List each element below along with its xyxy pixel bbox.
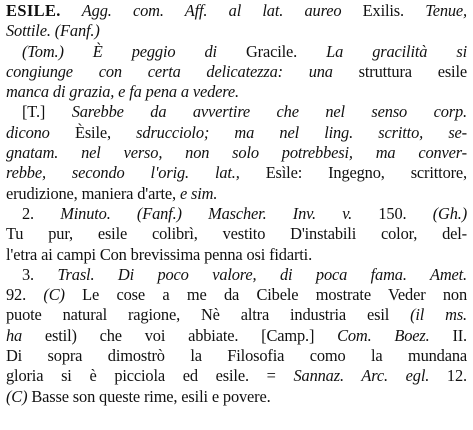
entry-text-segment: 12.	[429, 366, 467, 386]
entry-text-segment: Sottile. (Fanf.)	[6, 21, 100, 41]
entry-text-segment: gnatam. nel verso, non solo potrebbesi, ma conver-	[6, 143, 467, 163]
entry-text-segment: II.	[429, 325, 467, 345]
entry-text-segment: Com. Boez.	[337, 325, 430, 345]
entry-text-segment: Di sopra dimostrò la Filosofia como la mundana	[6, 346, 467, 366]
entry-text-segment: Tenue,	[403, 1, 467, 20]
entry-text-segment: ha	[6, 325, 23, 345]
entry-text-segment: rebbe, secondo l'orig. lat.,	[6, 163, 266, 183]
entry-text-segment: Sarebbe da avvertire che nel senso corp.	[45, 102, 467, 122]
entry-line	[6, 204, 467, 224]
entry-line	[6, 346, 467, 366]
entry-text-segment: (Tom.) È peggio di	[22, 41, 246, 61]
entry-text-segment: (il ms.	[410, 305, 467, 325]
entry-text-segment: sdrucciolo; ma nel ling. scritto, se-	[110, 122, 467, 142]
entry-text-segment: Le cose a me da Cibele mostrate Veder non	[64, 285, 467, 305]
entry-text-segment: Gracile.	[245, 41, 298, 61]
entry-line	[6, 143, 467, 163]
entry-line	[6, 305, 467, 325]
entry-text-segment: (C)	[26, 285, 65, 305]
entry-text-segment: manca di grazia, e fa pena a vedere.	[6, 82, 239, 102]
entry-line	[6, 285, 467, 305]
entry-text-segment: gloria si è picciola ed esile. =	[6, 366, 294, 386]
entry-text-segment: Agg. com. Aff. al lat. aureo	[60, 1, 363, 20]
entry-text-segment: Trasl. Di poco valore, di poca fama. Amet.	[34, 264, 467, 284]
entry-line	[6, 1, 467, 21]
entry-text-segment: ESILE.	[6, 1, 61, 20]
entry-line	[6, 82, 467, 102]
entry-text-segment: dicono	[6, 122, 75, 142]
entry-text-segment: puote natural ragione, Nè altra industria esil	[6, 305, 411, 325]
entry-text-segment: Minuto. (Fanf.) Mascher. Inv. v.	[34, 203, 379, 223]
entry-line	[6, 387, 467, 407]
entry-line	[6, 224, 467, 244]
entry-line	[6, 366, 467, 386]
entry-text-segment: [T.]	[22, 102, 46, 122]
entry-text-segment: 150.	[378, 203, 407, 223]
entry-text-segment: erudizione, maniera d'arte,	[6, 183, 180, 203]
entry-line	[6, 62, 467, 82]
entry-line	[6, 265, 467, 285]
entry-line	[6, 123, 467, 143]
entry-text-segment: 92.	[6, 285, 27, 305]
entry-text-segment: (Gh.)	[406, 203, 467, 223]
entry-text-segment: Sannaz. Arc. egl.	[293, 366, 430, 386]
entry-text-segment: l'etra ai campi Con brevissima penna osi fidarti.	[6, 244, 313, 264]
entry-text-segment: Esìle: Ingegno, scrittore,	[265, 163, 467, 183]
entry-text-segment: Tu pur, esile colibrì, vestito D'instabili color, del-	[6, 224, 467, 244]
entry-text-segment: struttura esile	[358, 61, 467, 81]
entry-text-segment: estil) che voi abbiate. [Camp.]	[22, 325, 338, 345]
entry-line	[6, 102, 467, 122]
entry-line	[6, 21, 467, 41]
entry-text-segment: Basse son queste rime, esili e povere.	[27, 386, 271, 406]
entry-line	[6, 326, 467, 346]
entry-text-segment: congiunge con certa delicatezza: una	[6, 61, 359, 81]
entry-text-segment: e sim.	[179, 183, 218, 203]
entry-line	[6, 42, 467, 62]
entry-text-segment: Èsile,	[74, 122, 111, 142]
entry-line	[6, 245, 467, 265]
entry-text-segment: 3.	[22, 264, 34, 284]
entry-text-segment: La gracilità si	[297, 41, 467, 61]
entry-text-segment: (C)	[6, 386, 28, 406]
entry-line	[6, 184, 467, 204]
entry-text-segment: Exilis.	[362, 1, 404, 20]
entry-line	[6, 163, 467, 183]
dictionary-entry-esile	[6, 1, 467, 407]
entry-text-segment: 2.	[22, 203, 34, 223]
